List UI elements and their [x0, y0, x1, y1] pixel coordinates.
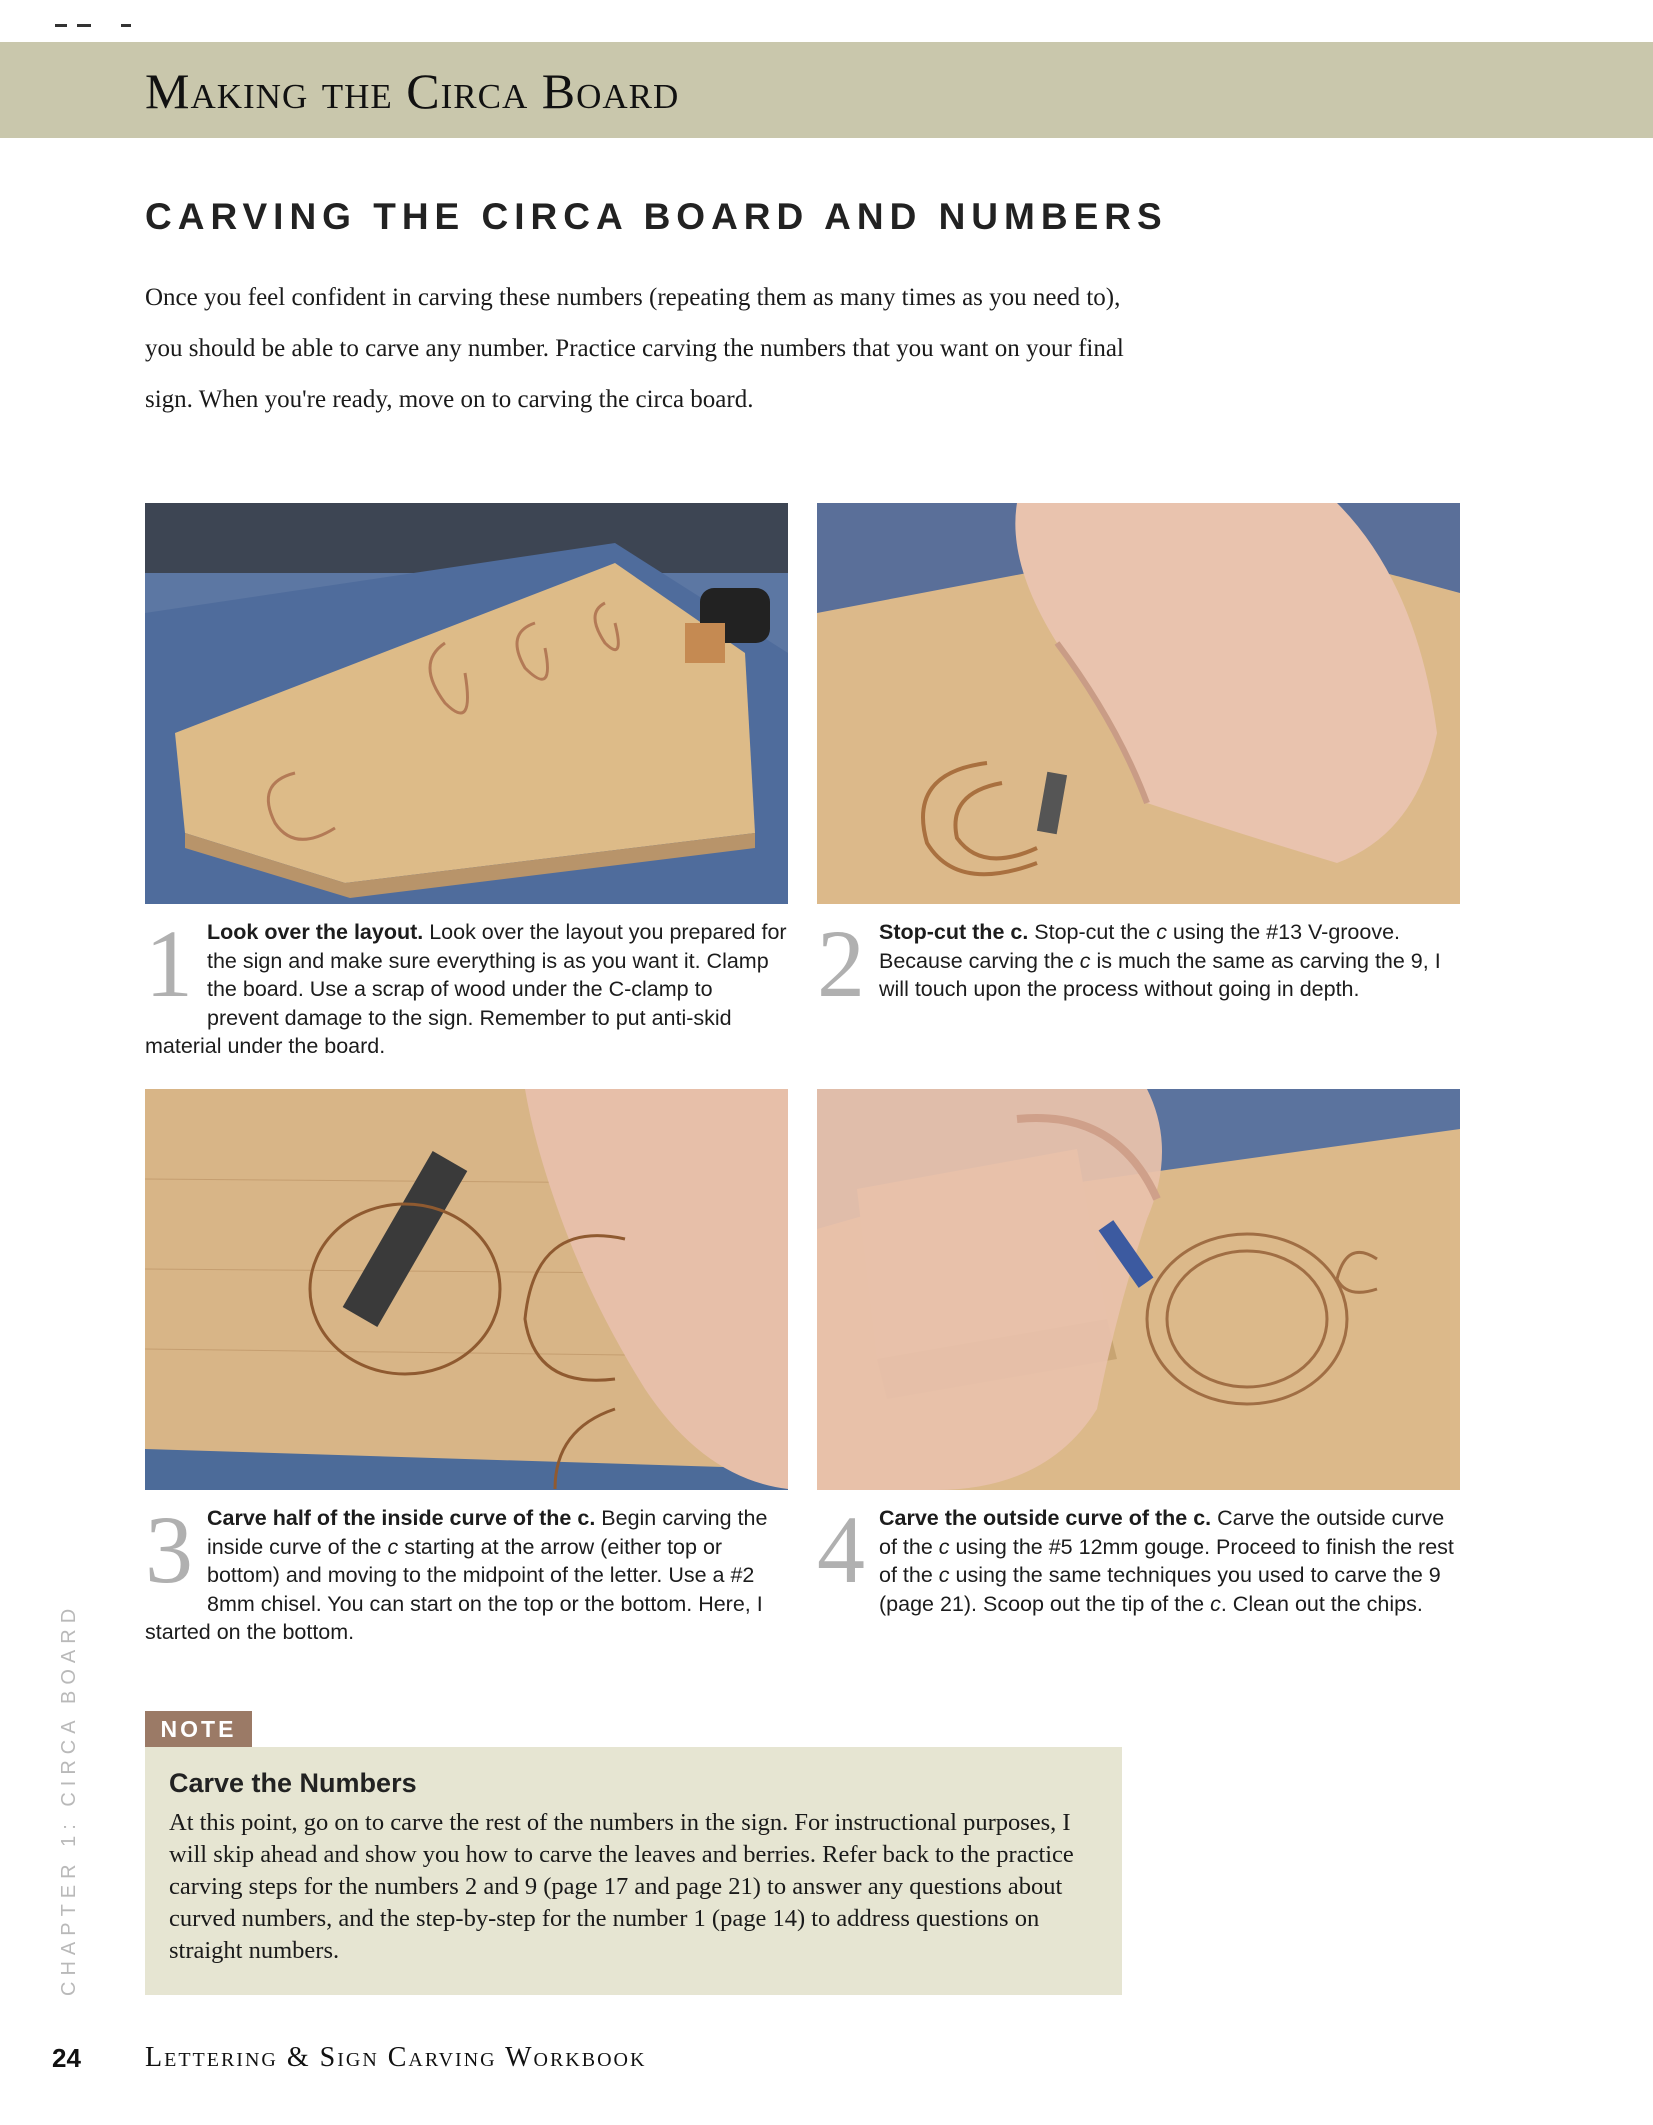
- side-running-head: CHAPTER 1: CIRCA BOARD: [58, 1602, 80, 1996]
- step-text: using the #13 V-groove. Because carving the: [879, 920, 1401, 973]
- step-1-photo: [145, 503, 788, 904]
- step-number: 3: [145, 1496, 193, 1603]
- step-text-italic: c: [1079, 948, 1091, 973]
- step-text-italic: c: [1210, 1591, 1221, 1616]
- step-text-italic: c: [938, 1563, 950, 1587]
- step-number: 1: [145, 910, 193, 1017]
- step-text: Look over the layout you prepared for the sign and make sure everything is as you want it. Clamp the board. Use a scrap of wood under the C-clamp to prevent damage to the sign. Remember to put anti-skid material under the board.: [145, 920, 787, 1058]
- section-heading: CARVING THE CIRCA BOARD AND NUMBERS: [145, 196, 1168, 237]
- step-text: Begin carving the inside curve of the: [207, 1506, 768, 1559]
- note-title: Carve the Numbers: [169, 1768, 417, 1798]
- step-text: using the #5 12mm gouge. Proceed to finish the rest of the: [879, 1534, 1454, 1587]
- step-2-caption: [817, 910, 1462, 1017]
- chapter-title: Making the Circa Board: [145, 63, 680, 119]
- step-2-photo: [817, 503, 1460, 904]
- step-text: Carve the outside curve of the: [879, 1506, 1445, 1559]
- book-title: Lettering & Sign Carving Workbook: [145, 2042, 647, 2073]
- note-body: At this point, go on to carve the rest of the numbers in the sign. For instructional purposes, I will skip ahead and show you how to carve the leaves and berries. Refer back to the practice carving steps for the numbers 2 and 9 (page 17 and page 21) to answer any questions about curved numbers, and the step-by-step for the number 1 (page 14) to address questions on straight numbers.: [169, 1809, 1074, 1964]
- page-number: 24: [52, 2043, 81, 2073]
- step-text: starting at the arrow (either top or bottom) and moving to the midpoint of the letter. Use a #2 8mm chisel. You can start on the top or the bottom. Here, I started on the bottom.: [145, 1534, 763, 1644]
- top-crop-marks: [55, 24, 135, 27]
- note-tag: NOTE: [145, 1711, 252, 1747]
- intro-paragraph: Once you feel confident in carving these numbers (repeating them as many times as you need to), you should be able to carve any number. Practice carving the numbers that you want on your final sign. When you're ready, move on to carving the circa board.: [145, 284, 1124, 413]
- step-1-caption: [145, 910, 790, 1061]
- step-text: Stop-cut the: [1028, 920, 1157, 944]
- step-text-italic: c: [387, 1534, 399, 1559]
- step-text-italic: c: [938, 1534, 950, 1559]
- step-3-caption: [145, 1496, 790, 1647]
- step-3-photo: [145, 1089, 788, 1490]
- step-number: 2: [817, 910, 865, 1017]
- step-text: using the same techniques you used to carve the 9 (page 21). Scoop out the tip of the: [879, 1563, 1441, 1616]
- step-lead: Stop-cut the c.: [879, 920, 1029, 944]
- step-lead: Look over the layout.: [207, 920, 424, 944]
- step-lead: Carve the outside curve of the c.: [879, 1506, 1212, 1530]
- step-text-italic: c: [1156, 920, 1167, 944]
- step-text: . Clean out the chips.: [1220, 1591, 1423, 1616]
- step-4-caption: [817, 1496, 1462, 1618]
- step-lead: Carve half of the inside curve of the c.: [207, 1506, 596, 1530]
- step-number: 4: [817, 1496, 865, 1603]
- step-4-photo: [817, 1089, 1460, 1490]
- step-text: is much the same as carving the 9, I will touch upon the process without going in depth.: [879, 948, 1441, 1001]
